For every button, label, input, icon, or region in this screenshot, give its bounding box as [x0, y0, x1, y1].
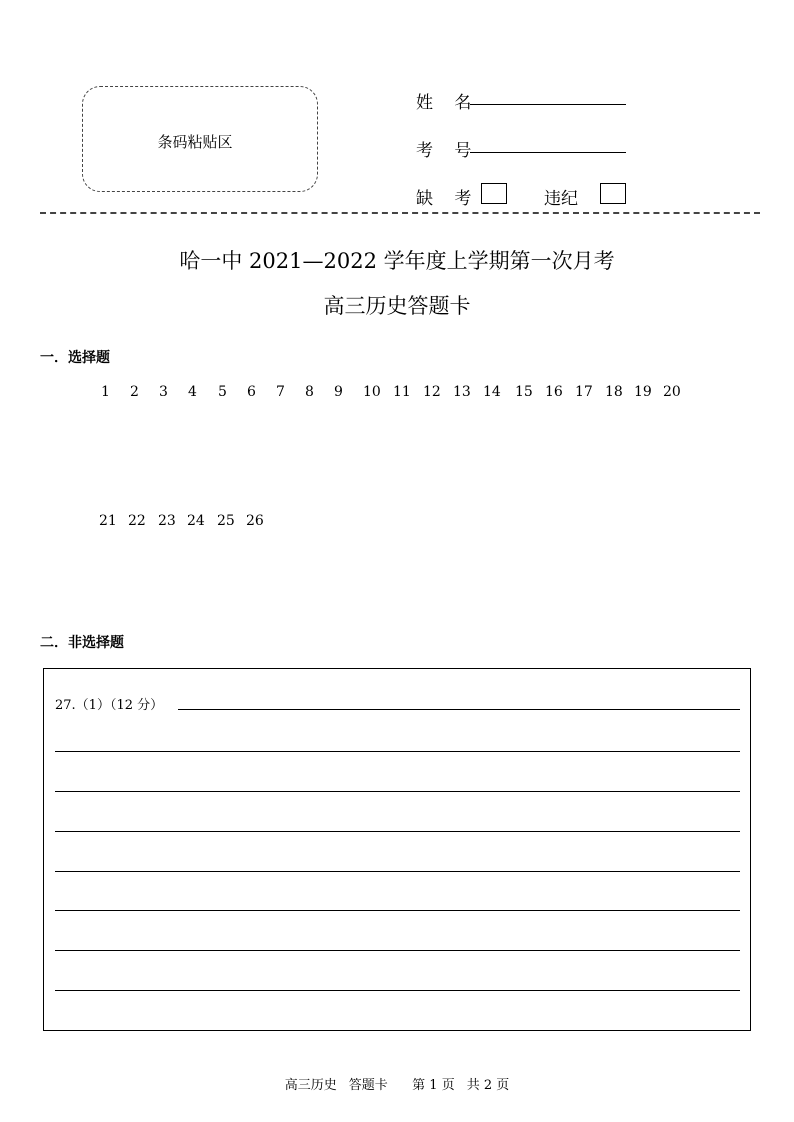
absent-checkbox[interactable]: [481, 183, 507, 204]
answer-line[interactable]: [55, 791, 740, 792]
question-number: 5: [218, 384, 227, 400]
exam-number-label: 考 号: [416, 141, 480, 161]
footer-total-pages: 共 2 页: [466, 1078, 510, 1093]
footer-card: 答题卡: [348, 1078, 388, 1093]
answer-line[interactable]: [55, 910, 740, 911]
question-number: 20: [663, 384, 681, 400]
question-number: 19: [634, 384, 652, 400]
question-number: 25: [217, 513, 235, 529]
question-number: 21: [99, 513, 117, 529]
violation-label: 违纪: [544, 189, 578, 209]
violation-checkbox[interactable]: [600, 183, 626, 204]
question-number: 13: [453, 384, 471, 400]
section-choice-title: 一．选择题: [40, 350, 110, 366]
section-nonchoice-title: 二．非选择题: [40, 635, 124, 651]
question-number: 11: [393, 384, 411, 400]
question-number: 22: [128, 513, 146, 529]
answer-line[interactable]: [55, 831, 740, 832]
exam-title: 哈一中 2021—2022 学年度上学期第一次月考: [179, 249, 615, 273]
question-number: 24: [187, 513, 205, 529]
exam-number-field[interactable]: [470, 152, 626, 153]
answer-box-27: [43, 668, 751, 1031]
question-number: 6: [247, 384, 256, 400]
question-number: 14: [483, 384, 501, 400]
question-number: 1: [101, 384, 110, 400]
question-number: 16: [545, 384, 563, 400]
dashed-cut-line: [40, 212, 760, 214]
answer-line[interactable]: [55, 871, 740, 872]
question-number: 26: [246, 513, 264, 529]
question-number: 8: [305, 384, 314, 400]
question-number: 10: [363, 384, 381, 400]
question-27-label: 27.（1）（12 分）: [55, 698, 164, 713]
footer-page-number: 第 1 页: [412, 1078, 455, 1093]
answer-line[interactable]: [178, 709, 740, 710]
card-title: 高三历史答题卡: [323, 294, 471, 318]
name-field[interactable]: [470, 104, 626, 105]
answer-line[interactable]: [55, 751, 740, 752]
question-number: 7: [276, 384, 285, 400]
question-number: 18: [605, 384, 623, 400]
footer-subject: 高三历史: [284, 1078, 337, 1093]
question-number: 9: [334, 384, 343, 400]
answer-line[interactable]: [55, 990, 740, 991]
question-number: 17: [575, 384, 593, 400]
question-number: 12: [423, 384, 441, 400]
answer-line[interactable]: [55, 950, 740, 951]
question-number: 15: [515, 384, 533, 400]
question-number: 3: [159, 384, 168, 400]
barcode-area-label: 条码粘贴区: [157, 133, 233, 151]
question-number: 23: [158, 513, 176, 529]
question-number: 2: [130, 384, 139, 400]
name-label: 姓 名: [416, 93, 480, 113]
absent-label: 缺 考: [416, 189, 480, 209]
page-footer: [0, 1074, 794, 1093]
question-number: 4: [188, 384, 197, 400]
